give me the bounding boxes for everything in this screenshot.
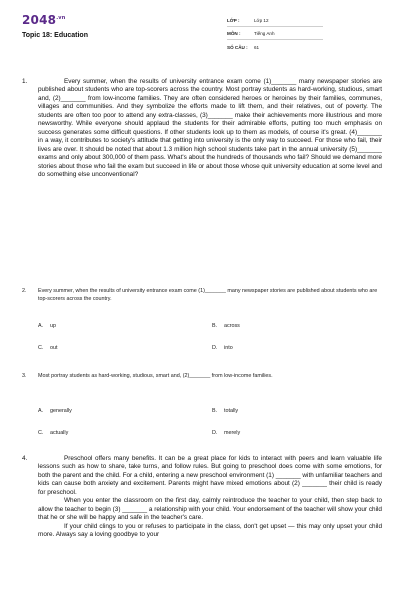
option-a[interactable] <box>38 408 72 414</box>
option-c[interactable] <box>38 345 58 351</box>
option-text: totally <box>224 408 239 414</box>
passage-paragraph-1: Preschool offers many benefits. It can be a great place for kids to interact with peers and learn valuable life lessons such as how to share, take turns, and follow rules. But going to preschool does come with some emotions, for both the parent and the child. For a child, entering a new preschool environment (1) _______ with unfamiliar teachers and kids can cause both anxiety and excitement. Parents might have mixed emotions about (2) _______ their child is ready for preschool. <box>38 455 382 496</box>
meta-divider <box>227 26 323 27</box>
meta-count-key: SỐ CÂU : <box>227 45 248 50</box>
option-letter: B. <box>212 323 218 329</box>
meta-subject-value: Tiếng Anh <box>254 31 275 36</box>
option-text: actually <box>50 430 69 436</box>
option-text: generally <box>50 408 72 414</box>
page-header <box>0 0 400 62</box>
option-letter: D. <box>212 345 218 351</box>
option-text: into <box>224 345 233 351</box>
meta-divider <box>227 39 323 40</box>
option-b[interactable] <box>212 323 240 329</box>
option-letter: C. <box>38 345 44 351</box>
question-1 <box>22 78 382 179</box>
question-number: 1. <box>22 78 28 85</box>
option-letter: D. <box>212 430 218 436</box>
question-stem: Most portray students as hard-working, studious, smart and, (2)_______ from low-income families. <box>38 373 273 379</box>
option-text: up <box>50 323 56 329</box>
meta-subject <box>227 31 275 36</box>
option-d[interactable] <box>212 345 233 351</box>
meta-count <box>227 45 259 50</box>
option-d[interactable] <box>212 430 240 436</box>
option-b[interactable] <box>212 408 238 414</box>
option-c[interactable] <box>38 430 68 436</box>
passage-text: Every summer, when the results of university entrance exam come (1)_______ many newspaper stories are published about students who are top-scorers across the country. Most portray students as hard-working, studious, smart and, (2)_______ from low-income families. They are often considered heroes or heroines by their families, communes, villages and communities. And they symbolize the efforts made to lift them, and their relatives, out of poverty. The students are often too poor to attend any extra-classes, (3)_______ make their achievements more illustrious and more newsworthy. While everyone should applaud the students for their admirable efforts, putting too much emphasis on success generates some difficult questions. If other students look up to them as models, of course it's great. (4)_______ in a way, it contributes to society's attitude that getting into university is the only way to succeed. For those who fail, their lives are over. It should be noted that about 1.3 million high school students take part in the annual university (5)_______ exams and only about 300,000 of them pass. What's about the hundreds of thousands who fail? Should we demand more stories about those who fail the exam but succeed in life or about those whose quit university education at some level and do something else unconventional? <box>38 78 382 178</box>
question-number: 4. <box>22 455 28 462</box>
site-logo[interactable] <box>22 13 66 27</box>
meta-class-value: Lớp 12 <box>254 18 269 23</box>
meta-class <box>227 18 269 23</box>
passage-paragraph-3: If your child clings to you or refuses to participate in the class, don't get upset — this may only upset your child more. Always say a loving goodbye to your <box>38 522 382 539</box>
option-text: across <box>224 323 240 329</box>
question-3 <box>22 372 382 380</box>
reading-passage <box>38 455 382 540</box>
logo-suffix: .vn <box>56 15 66 21</box>
option-letter: A. <box>38 323 44 329</box>
meta-class-key: LỚP : <box>227 18 240 23</box>
option-letter: B. <box>212 408 218 414</box>
option-text: merely <box>224 430 241 436</box>
option-a[interactable] <box>38 323 56 329</box>
meta-count-value: 61 <box>254 45 260 50</box>
question-number: 3. <box>22 373 27 379</box>
question-2 <box>22 287 382 303</box>
meta-subject-key: MÔN : <box>227 31 241 36</box>
question-stem: Every summer, when the results of university entrance exam come (1)_______ many newspaper stories are published about students who are top-scorers across the country. <box>38 288 378 303</box>
reading-passage <box>38 78 382 179</box>
passage-paragraph-2: When you enter the classroom on the first day, calmly reintroduce the teacher to your child, then step back to allow the teacher to begin (3) _______ a relationship with your child. Your endorsement of the teacher will show your child that he or she will be happy and safe in the teacher's care. <box>38 497 382 522</box>
topic-title: Topic 18: Education <box>22 32 88 39</box>
logo-text: 2048 <box>22 13 57 27</box>
option-letter: C. <box>38 430 44 436</box>
option-text: out <box>50 345 58 351</box>
option-letter: A. <box>38 408 44 414</box>
question-4 <box>22 455 382 540</box>
question-number: 2. <box>22 288 27 294</box>
